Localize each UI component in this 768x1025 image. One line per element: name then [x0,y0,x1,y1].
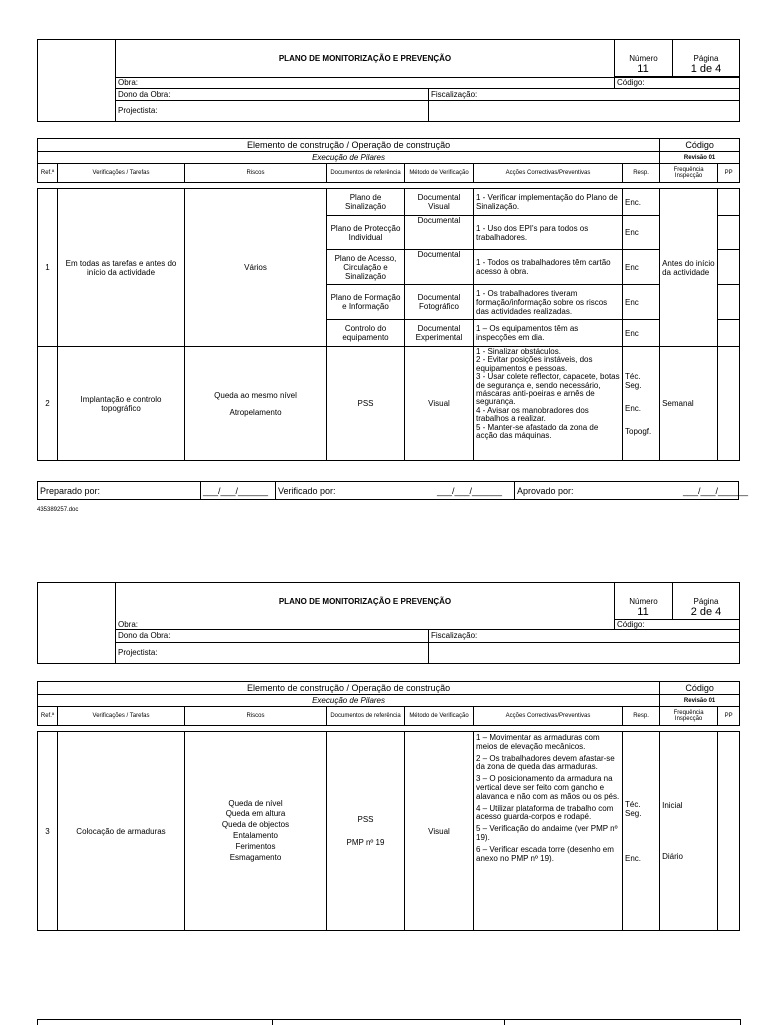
row1-action: 1 - Todos os trabalhadores têm cartão acesso à obra. [474,250,623,285]
element-label: Elemento de construção / Operação de construção [38,139,660,152]
row1-action: 1 – Os equipamentos têm as inspecções em dia. [474,320,623,347]
row2-frequency: Semanal [660,347,718,461]
col-verificacoes: Verificações / Tarefas [58,707,185,726]
col-resp: Resp. [623,164,660,183]
verificado-date: ___/___/______ [437,485,503,496]
row3-freq-item: Inicial [662,801,683,810]
row3-action: 2 – Os trabalhadores devem afastar-se da zona de queda das armaduras. [476,753,615,772]
row1-action: 1 - Uso dos EPI's para todos os trabalhadores. [474,216,623,250]
row3-action: 4 – Utilizar plataforma de trabalho com acesso guarda-corpos e rodapé. [476,803,614,822]
row1-task: Em todas as tarefas e antes do início da actividade [58,189,185,347]
col-documentos: Documentos de referência [327,707,405,726]
row2-action: 4 - Avisar os manobradores dos trabalhos a realizar. [476,405,589,424]
row1-resp: Enc. [623,189,660,216]
aprovado-label: Aprovado por: [515,482,682,500]
row1-resp: Enc [623,216,660,250]
row3-action: 6 – Verificar escada torre (desenho em anexo no PMP nº 19). [476,844,614,863]
page1-checklist-table [37,138,740,461]
row1-doc: Plano de Sinalização [327,189,405,216]
row1-doc: Plano de Protecção Individual [327,216,405,250]
codigo-label: Código: [615,78,740,88]
row1-method: Documental Fotográfico [405,285,474,320]
row1-risk: Vários [185,189,327,347]
row1-doc: Plano de Acesso, Circulação e Sinalização [327,250,405,285]
row1-ref: 1 [38,189,58,347]
row1-pp [718,216,740,250]
row1-pp [718,285,740,320]
table-row [38,347,740,461]
col-accoes: Acções Correctivas/Preventivas [474,164,623,183]
row1-doc: Controlo do equipamento [327,320,405,347]
page2-checklist-table [37,681,740,931]
row2-resp-item: Téc. Seg. [625,371,642,390]
col-riscos: Riscos [185,707,327,726]
row3-risks [185,732,327,931]
col-riscos: Riscos [185,164,327,183]
page1-header [37,39,740,122]
table-row [38,189,740,216]
row3-task: Colocação de armaduras [58,732,185,931]
document-title: PLANO DE MONITORIZAÇÃO E PREVENÇÃO [116,583,615,620]
row2-action: 3 - Usar colete reflector, capacete, botas de segurança e, sendo necessário, máscaras anti-poeiras e arnês de segurança. [476,372,620,407]
row2-pp [718,347,740,461]
col-verificacoes: Verificações / Tarefas [58,164,185,183]
row3-risk: Queda de nível [228,798,283,808]
row1-method: Documental Visual [405,189,474,216]
row1-pp [718,320,740,347]
logo-area [38,40,116,122]
col-frequencia: Frequência Inspecção [660,164,718,183]
row2-risk: Atropelamento [229,407,282,417]
obra-label: Obra: [116,78,615,88]
row2-actions [474,347,623,461]
row1-pp [718,250,740,285]
numero-value: 11 [637,606,649,618]
row1-action: 1 - Os trabalhadores tiveram formação/informação sobre os riscos das actividades realizadas. [474,285,623,320]
row3-frequency [660,732,718,931]
row3-doc: PSS [357,815,374,824]
dono-obra-label: Dono da Obra: [116,88,429,100]
codigo-header: Código [660,682,740,695]
preparado-date: ___/___/______ [203,485,269,496]
row1-method: Documental [405,216,474,250]
table-row [38,732,740,931]
row1-pp [718,189,740,216]
numero-value: 11 [637,63,649,75]
preparado-label: Preparado por: [38,482,201,500]
row1-resp: Enc [623,320,660,347]
document-reference: 435389257.doc [37,507,79,513]
col-frequencia: Frequência Inspecção [660,707,718,726]
codigo-label: Código: [615,620,740,630]
row3-risk: Entalamento [233,831,278,840]
revisao-label: Revisão 01 [660,152,740,164]
row3-method: Visual [405,732,474,931]
element-label: Elemento de construção / Operação de construção [38,682,660,695]
projectista-label: Projectista: [116,100,429,121]
row3-action: 1 – Movimentar as armaduras com meios de elevação mecânicos. [476,733,600,751]
row1-method: Documental Experimental [405,320,474,347]
numero-label: Número [615,40,673,77]
row3-freq-item: Diário [662,852,683,861]
col-pp: PP [718,707,740,726]
fiscalizacao-label: Fiscalização: [429,88,740,100]
pagina-label: Página [673,40,740,77]
row2-resp-item: Enc. [625,403,642,413]
row3-doc: PMP nº 19 [346,838,385,847]
row1-frequency: Antes do início da actividade [660,189,718,347]
row3-risk: Queda de objectos [221,820,290,830]
obra-label: Obra: [116,620,615,630]
col-metodo: Método de Verificação [405,707,474,726]
page2-header [37,582,740,664]
row3-risk: Esmagamento [229,852,282,862]
pagina-value: 1 de 4 [690,63,722,75]
row3-docs [327,732,405,931]
row2-doc: PSS [327,347,405,461]
row1-resp: Enc [623,250,660,285]
col-documentos: Documentos de referência [327,164,405,183]
row3-resp-item: Téc. Seg. [625,799,642,818]
numero-label: Número [615,583,673,620]
aprovado-date: ___/___/______ [683,485,749,496]
col-metodo: Método de Verificação [405,164,474,183]
row2-resp [623,347,660,461]
row2-action: 2 - Evitar posições instáveis, dos equipamentos e pessoas. [476,355,593,373]
codigo-header: Código [660,139,740,152]
row3-risk: Queda em altura [225,809,286,819]
page3-header-fragment [37,1019,741,1025]
col-ref: Ref.ª [38,164,58,183]
row2-risks [185,347,327,461]
row3-action: 3 – O posicionamento da armadura na vertical deve ser feito com gancho e alavanca e não com as mãos ou os pés. [476,774,620,801]
row1-resp: Enc [623,285,660,320]
execucao-label: Execução de Pilares [38,695,660,707]
row2-task: Implantação e controlo topográfico [58,347,185,461]
row3-pp [718,732,740,931]
row3-resp [623,732,660,931]
projectista-label: Projectista: [116,642,429,663]
col-ref: Ref.ª [38,707,58,726]
logo-area [38,583,116,664]
col-pp: PP [718,164,740,183]
col-accoes: Acções Correctivas/Preventivas [474,707,623,726]
dono-obra-label: Dono da Obra: [116,630,429,642]
row3-risk: Ferimentos [235,841,276,851]
col-resp: Resp. [623,707,660,726]
revisao-label: Revisão 01 [660,695,740,707]
row3-action: 5 – Verificação do andaime (ver PMP nº 19). [476,824,618,842]
document-title: PLANO DE MONITORIZAÇÃO E PREVENÇÃO [116,40,615,78]
verificado-label: Verificado por: [276,482,436,500]
signature-bar [37,481,749,500]
row1-method: Documental [405,250,474,285]
row1-doc: Plano de Formação e Informação [327,285,405,320]
row2-action: 5 - Manter-se afastado da zona de acção das máquinas. [476,422,599,440]
row1-action: 1 - Verificar implementação do Plano de Sinalização. [474,189,623,216]
row2-risk: Queda ao mesmo nível [214,390,297,400]
row3-ref: 3 [38,732,58,931]
row2-ref: 2 [38,347,58,461]
row2-method: Visual [405,347,474,461]
row2-resp-item: Topogf. [625,426,652,436]
row3-actions [474,732,623,931]
execucao-label: Execução de Pilares [38,152,660,164]
pagina-value: 2 de 4 [690,606,722,618]
row3-resp-item: Enc. [625,853,642,863]
row2-action: 1 - Sinalizar obstáculos. [476,347,561,356]
fiscalizacao-label: Fiscalização: [429,630,740,642]
pagina-label: Página [673,583,740,620]
